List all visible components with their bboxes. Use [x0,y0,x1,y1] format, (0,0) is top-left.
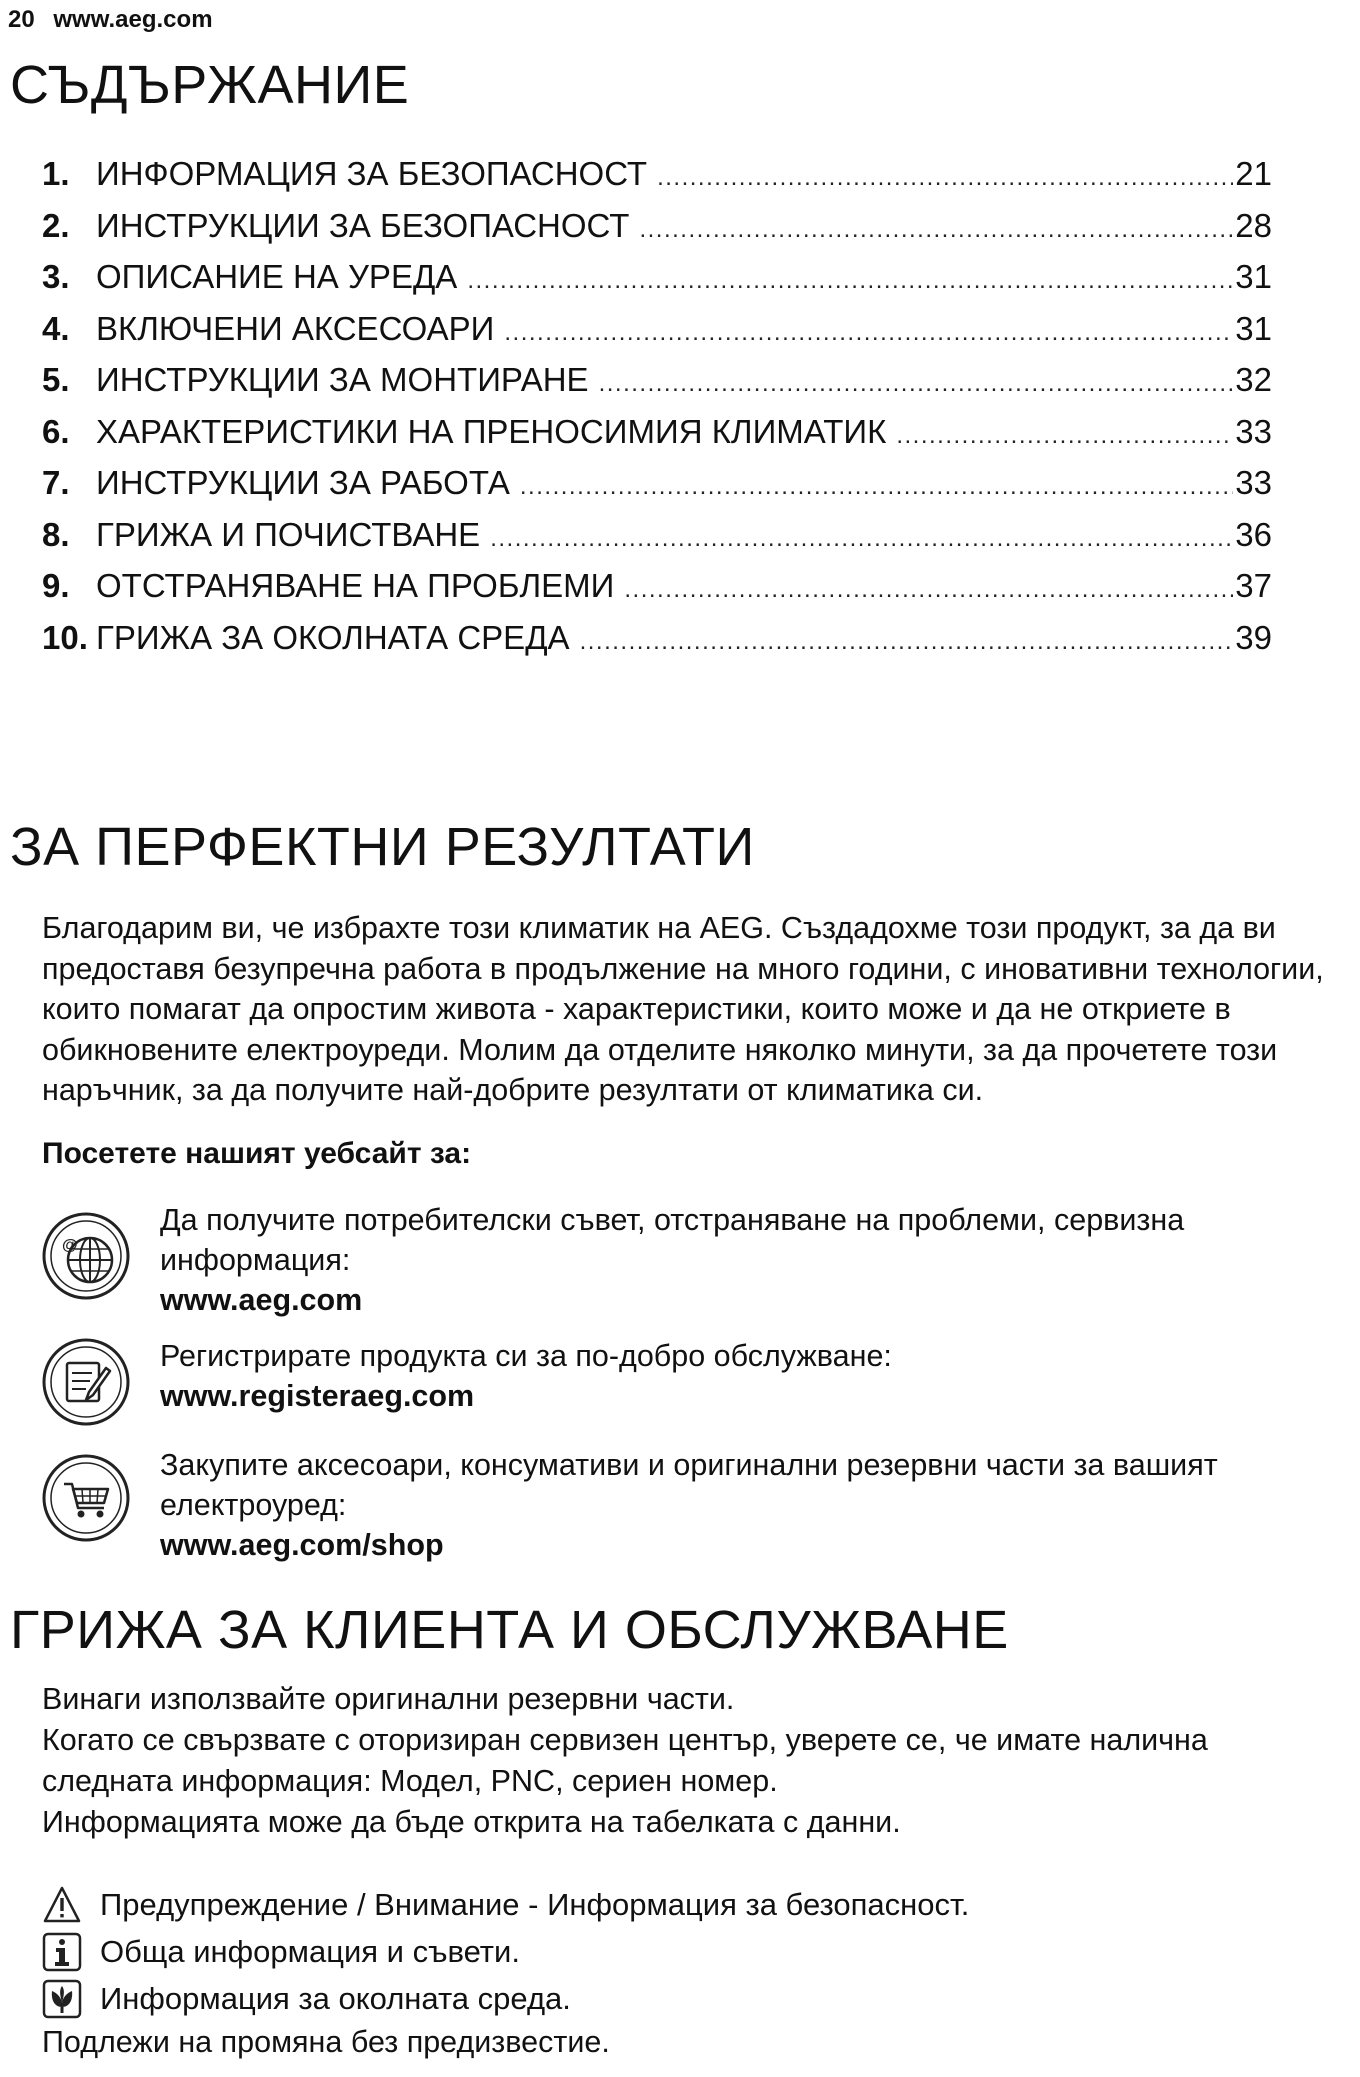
legend-environment-text: Информация за околната среда. [100,1981,571,2016]
toc-item-title: ИНФОРМАЦИЯ ЗА БЕЗОПАСНОСТ [96,155,648,192]
legend-warning-text: Предупреждение / Внимание - Информация за безопасност. [100,1887,970,1922]
globe-icon [40,1210,132,1302]
toc-item-title: ХАРАКТЕРИСТИКИ НА ПРЕНОСИМИЯ КЛИМАТИК [96,412,887,450]
toc-leader-dots [624,576,1233,604]
shop-link-item [160,1445,1330,1565]
toc-leader-dots [639,216,1233,244]
perfect-results-title: ЗА ПЕРФЕКТНИ РЕЗУЛТАТИ [10,817,755,877]
table-of-contents [42,155,1272,670]
toc-item-number: 4. [42,309,70,347]
toc-item-number: 2. [42,206,70,244]
shop-url-link[interactable]: www.aeg.com/shop [160,1528,444,1562]
customer-care-title: ГРИЖА ЗА КЛИЕНТА И ОБСЛУЖВАНЕ [10,1600,1009,1660]
warning-icon [42,1885,82,1925]
footer-notice: Подлежи на промяна без предизвестие. [42,2025,610,2059]
support-link-item [160,1200,1330,1320]
toc-item[interactable] [42,361,1272,413]
toc-item-title: ВКЛЮЧЕНИ АКСЕСОАРИ [96,309,495,347]
toc-item-title: ГРИЖА ЗА ОКОЛНАТА СРЕДА [96,618,570,656]
toc-item-page: 37 [1235,567,1272,604]
toc-title: СЪДЪРЖАНИЕ [10,55,410,115]
support-url-link[interactable]: www.aeg.com [160,1283,363,1317]
care-line: Когато се свързвате с оторизиран сервизен център, уверете се, че имате налична [42,1723,1208,1757]
toc-item-page: 31 [1235,309,1272,347]
toc-leader-dots [520,473,1233,501]
toc-item-page: 33 [1235,464,1272,501]
toc-item-number: 10. [42,618,88,656]
toc-leader-dots [896,422,1233,450]
toc-item-title: ИНСТРУКЦИИ ЗА МОНТИРАНЕ [96,361,589,398]
toc-item-number: 7. [42,464,70,501]
toc-item-page: 39 [1235,618,1272,656]
toc-item[interactable] [42,207,1272,259]
care-line: Информацията може да бъде открита на табелката с данни. [42,1805,901,1839]
toc-item[interactable] [42,464,1272,516]
intro-paragraph: Благодарим ви, че избрахте този климатик на AEG. Създадохме този продукт, за да ви предоставя безупречна работа в продължение на много години, с иновативни технологии, които помагат да опростим живота - характеристики, които може и да не откриете в обикновените електроуреди. Молим да отделите няколко минути, за да прочетете този наръчник, за да получите най-добрите резултати от климатика си. [42,911,1324,1107]
toc-leader-dots [599,370,1234,398]
care-line: Винаги използвайте оригинални резервни части. [42,1682,735,1716]
toc-item[interactable] [42,258,1272,310]
legend-info-text: Обща информация и съвети. [100,1934,520,1969]
toc-item-number: 8. [42,515,70,553]
toc-item-title: ИНСТРУКЦИИ ЗА БЕЗОПАСНОСТ [96,206,630,244]
legend-item-environment [42,1977,571,2021]
customer-care-text [42,1679,1332,1843]
register-link-item [160,1336,1330,1416]
toc-item-title: ГРИЖА И ПОЧИСТВАНЕ [96,515,481,553]
shop-description: Закупите аксесоари, консумативи и оригинални резервни части за вашият електроуред: [160,1448,1218,1522]
register-description: Регистрирате продукта си за по-добро обслужване: [160,1339,892,1373]
support-description: Да получите потребителски съвет, отстраняване на проблеми, сервизна информация: [160,1203,1185,1277]
page-number: 20 [8,6,35,33]
toc-item-number: 6. [42,412,70,450]
toc-item[interactable] [42,567,1272,619]
toc-item-title: ИНСТРУКЦИИ ЗА РАБОТА [96,464,510,501]
toc-item-title: ОПИСАНИЕ НА УРЕДА [96,258,458,295]
toc-leader-dots [580,628,1234,656]
environment-icon [42,1979,82,2019]
register-url-link[interactable]: www.registeraeg.com [160,1379,475,1413]
visit-heading: Посетете нашият уебсайт за: [42,1137,472,1170]
svg-text:@: @ [62,1237,78,1254]
toc-item-number: 5. [42,361,70,398]
page-header [8,6,213,34]
register-form-icon [40,1336,132,1428]
toc-item[interactable] [42,310,1272,362]
toc-item-number: 3. [42,258,70,295]
toc-item-page: 28 [1235,206,1272,244]
toc-item-page: 31 [1235,258,1272,295]
header-site: www.aeg.com [53,6,213,33]
toc-item-number: 1. [42,155,70,192]
toc-item-page: 32 [1235,361,1272,398]
toc-item[interactable] [42,155,1272,207]
legend-item-warning [42,1883,969,1927]
care-line: следната информация: Модел, PNC, сериен номер. [42,1764,778,1798]
info-icon [42,1932,82,1972]
legend-item-info [42,1930,520,1974]
toc-item-page: 33 [1235,412,1272,450]
toc-item-page: 36 [1235,515,1272,553]
toc-item[interactable] [42,619,1272,671]
toc-item-page: 21 [1235,155,1272,192]
toc-leader-dots [657,164,1233,192]
toc-item-title: ОТСТРАНЯВАНЕ НА ПРОБЛЕМИ [96,567,615,604]
shopping-cart-icon [40,1452,132,1544]
toc-item-number: 9. [42,567,70,604]
toc-item[interactable] [42,413,1272,465]
toc-leader-dots [504,319,1233,347]
toc-leader-dots [467,267,1233,295]
toc-item[interactable] [42,516,1272,568]
toc-leader-dots [490,525,1233,553]
